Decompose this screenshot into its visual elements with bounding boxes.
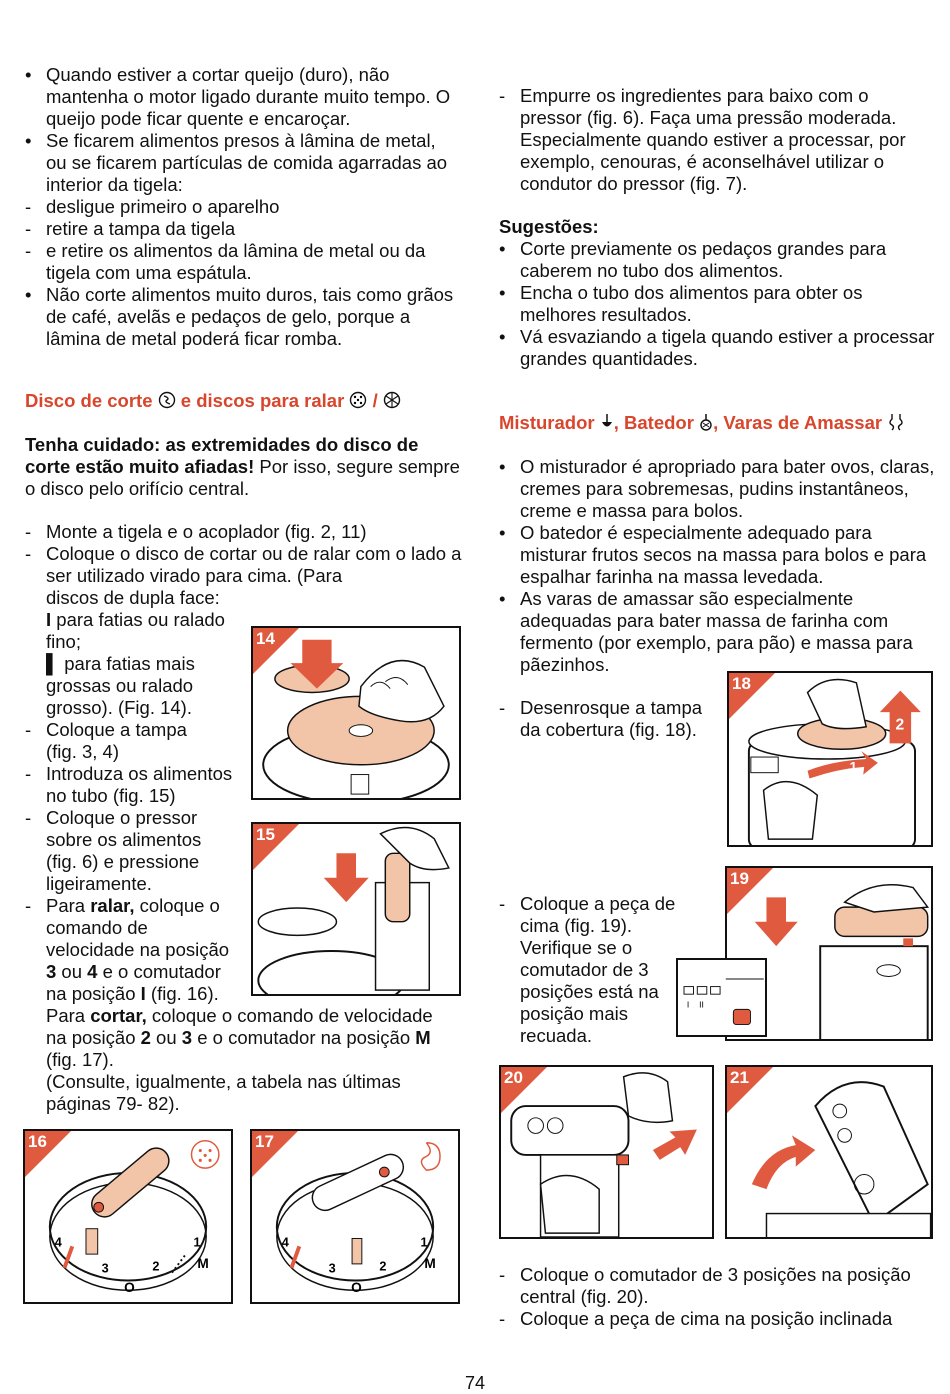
final-steps xyxy=(499,1264,939,1330)
mixer-list xyxy=(499,456,939,676)
svg-text:2: 2 xyxy=(379,1259,387,1274)
list-item: • Corte previamente os pedaços grandes para caberem no tubo dos alimentos. xyxy=(499,238,887,281)
slicing-disc-icon xyxy=(158,391,176,409)
mixer-heading: Misturador , Batedor , Varas de Amassar xyxy=(499,412,939,434)
intro-list xyxy=(25,64,460,350)
step-19: - Coloque a peça de cima (fig. 19). Verifique se o comutador de 3 posições está na posição mais recuada. xyxy=(499,893,676,1046)
figure-16: 4 3 2 1 M O 16 xyxy=(23,1129,233,1304)
list-item: • Vá esvaziando a tigela quando estiver a processar grandes quantidades. xyxy=(499,326,935,369)
list-item: - Empurre os ingredientes para baixo com o pressor (fig. 6). Faça uma pressão moderada. Especialmente quando estiver a processar, por exemplo, cenouras, é aconselhável utilizar o condutor do pressor (fig. 7). xyxy=(499,85,906,194)
list-item: - Coloque a peça de cima na posição inclinada xyxy=(499,1308,893,1329)
list-item: - Coloque o disco de cortar ou de ralar com o lado a ser utilizado virado para cima. (Para discos de dupla face: I para fatias ou ralado fino; ▌ para fatias mais grossas ou ralado grosso). (Fig. 14). xyxy=(25,543,462,718)
figure-20: 20 xyxy=(499,1065,714,1239)
figure-17: 4 3 2 1 M O 17 xyxy=(250,1129,460,1304)
warning: Tenha cuidado: as extremidades do disco de corte estão muito afiadas! Por isso, segure sempre o disco pelo orifício central. xyxy=(25,434,460,499)
tips-title: Sugestões: xyxy=(499,216,599,237)
svg-text:2: 2 xyxy=(895,716,905,734)
list-item: - Coloque o comutador de 3 posições na posição central (fig. 20). xyxy=(499,1264,911,1307)
list-item: - Para ralar, coloque o comando de velocidade na posição 3 ou 4 e o comutador na posição I (fig. 16). Para cortar, coloque o comando de velocidade na posição 2 ou 3 e o comutador na posição M (fig. 17). (Consulte, igualmente, a tabela nas últimas páginas 79- 82). xyxy=(25,895,433,1114)
list-item: • Quando estiver a cortar queijo (duro), não mantenha o motor ligado durante muito tempo. O queijo pode ficar quente e encaroçar. xyxy=(25,64,451,129)
disc-heading: Disco de corte e discos para ralar / xyxy=(25,390,460,412)
list-item: - desligue primeiro o aparelho xyxy=(25,196,280,217)
svg-text:4: 4 xyxy=(281,1235,289,1250)
right-column xyxy=(499,85,935,195)
step-18: - Desenrosque a tampa da cobertura (fig. 18). xyxy=(499,697,703,740)
svg-text:1: 1 xyxy=(849,759,858,775)
svg-text:M: M xyxy=(424,1255,436,1271)
grating-disc-icon xyxy=(349,391,367,409)
list-item: • Se ficarem alimentos presos à lâmina de metal, ou se ficarem partículas de comida agarradas ao interior da tigela: xyxy=(25,130,448,195)
svg-text:M: M xyxy=(197,1255,209,1271)
list-item: • As varas de amassar são especialmente adequadas para bater massa de farinha com fermento (por exemplo, para pão) e massa para pãezinhos. xyxy=(499,588,913,675)
list-item: - Monte a tigela e o acoplador (fig. 2, 11) xyxy=(25,521,367,542)
switch-inset xyxy=(676,958,767,1037)
svg-text:I: I xyxy=(686,999,690,1010)
svg-text:O: O xyxy=(124,1280,135,1296)
list-item: - Coloque a tampa (fig. 3, 4) xyxy=(25,719,187,762)
shredding-disc-icon xyxy=(383,391,401,409)
list-item: - e retire os alimentos da lâmina de metal ou da tigela com uma espátula. xyxy=(25,240,426,283)
list-item: • O batedor é especialmente adequado para misturar frutos secos na massa para bolos e para espalhar farinha na massa levedada. xyxy=(499,522,927,587)
dial-label: 4 xyxy=(54,1235,62,1250)
list-item: - Coloque o pressor sobre os alimentos (fig. 6) e pressione ligeiramente. xyxy=(25,807,202,894)
svg-text:2: 2 xyxy=(152,1259,160,1274)
list-item: - retire a tampa da tigela xyxy=(25,218,236,239)
svg-text:3: 3 xyxy=(101,1261,109,1276)
figure-21: 21 xyxy=(725,1065,933,1239)
three-position-switch-illustration xyxy=(678,960,765,1035)
list-item: • Não corte alimentos muito duros, tais como grãos de café, avelãs e pedaços de gelo, porque a lâmina de metal poderá ficar romba. xyxy=(25,284,454,349)
svg-text:3: 3 xyxy=(328,1261,336,1276)
svg-text:II: II xyxy=(699,999,704,1010)
mixer-icon xyxy=(600,413,614,431)
svg-text:O: O xyxy=(351,1280,362,1296)
figure-18: 1 2 18 xyxy=(727,671,933,847)
list-item: • Encha o tubo dos alimentos para obter os melhores resultados. xyxy=(499,282,863,325)
list-item: - Introduza os alimentos no tubo (fig. 15) xyxy=(25,763,233,806)
svg-text:1: 1 xyxy=(193,1235,201,1250)
svg-text:1: 1 xyxy=(420,1235,428,1250)
tips xyxy=(499,216,935,370)
page-number: 74 xyxy=(464,1373,486,1393)
left-column xyxy=(25,64,460,350)
figure-19: 19 xyxy=(725,866,933,1041)
figure-14: 14 xyxy=(251,626,461,800)
figure-15: 15 xyxy=(251,822,461,996)
whisk-icon xyxy=(699,413,713,431)
disc-steps xyxy=(25,521,465,1115)
list-item: • O misturador é apropriado para bater ovos, claras, cremes para sobremesas, pudins instantâneos, creme e massa para bolos. xyxy=(499,456,935,521)
kneading-hooks-icon xyxy=(887,413,905,431)
